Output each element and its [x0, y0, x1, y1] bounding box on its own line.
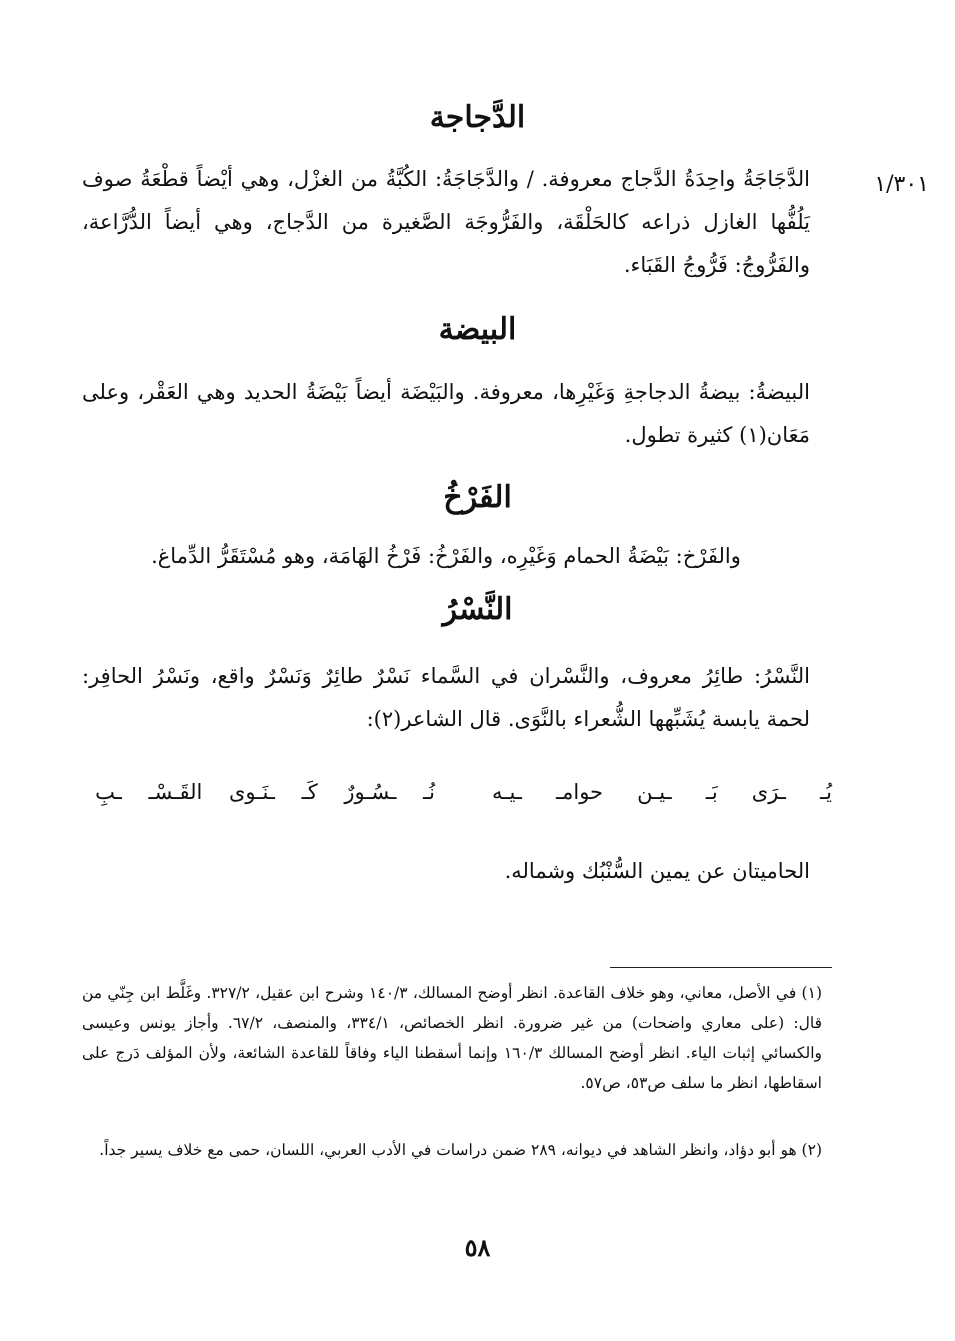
paragraph-dajaja: الدَّجَاجَةُ واحِدَةُ الدَّجاج معروفة. / والدَّجَاجَةُ: الكُبَّةُ من الغزْل، وهي أيْضاً قطْعَةُ صوف يَلُفُّها الغازل ذراعه كالحَلْقَة، والفَرُّوجَة الصَّغيرة من الدَّجاج، وهي أيضاً الدُّرَّاعة، والفَرُّوجُ: فَرُّوجُ القَبَاء.: [82, 167, 810, 277]
verse-segment: ـرَى: [751, 780, 786, 804]
paragraph-farkh: والفَرْخ: بَيْضَةُ الحمام وَغَيْرِه، والفَرْخُ: فَرْخُ الهَامَة، وهو مُسْتَقَرُّ الدِّماغ.: [151, 544, 741, 568]
verse-second-hemistich: [95, 780, 435, 804]
verse-segment: نُـ: [423, 780, 435, 804]
paragraph-nasr: النَّسْرُ: طائِرُ معروف، والنَّسْران في السَّماء نَسْرٌ طائِرٌ وَنَسْرٌ واقع، ونَسْرُ الحافِر: لحمة يابسة يُشَبِّهها الشُّعراء بالنَّوَى. قال الشاعر(٢):: [82, 664, 810, 731]
heading-farkh: الفَرْخُ: [443, 480, 512, 515]
verse-segment: حوامـ: [555, 780, 604, 804]
footnote-1: (١) في الأصل، معاني، وهو خلاف القاعدة. انظر أوضح المسالك، ١٤٠/٣ وشرح ابن عقيل، ٣٢٧/٢. وغَلَّط ابن جِنّي من قال: (على معاري واضحات) من غير ضرورة. انظر الخصائص، ٣٣٤/١، والمنصف، ٦٧/٢. وأجاز يونس وعيسى والكسائي إثبات الياء. انظر أوضح المسالك ١٦٠/٣ وإنما أسقطنا الياء وفاقاً للقاعدة الشائعة، ولأن المؤلف دَرج على اسقاطها، انظر ما سلف ص٥٣، ص٥٧.: [82, 984, 823, 1092]
after-verse-line: الحاميتان عن يمين السُّنْبُك وشماله.: [504, 859, 810, 883]
verse-segment: القَـسْـ: [148, 780, 203, 804]
margin-reference: ١/٣٠١: [874, 172, 929, 197]
verse-segment: ـيـن: [637, 780, 672, 804]
paragraph-bayda: البيضةُ: بيضةُ الدجاجةِ وَغَيْرِها، معروفة. والبَيْضَة أيضاً بَيْضَةُ الحديد وهي العَقْر، وعلى مَعَان(١) كثيرة تطول.: [82, 380, 810, 447]
verse-segment: بَـ: [705, 780, 718, 804]
footnote-divider: [610, 967, 832, 968]
heading-dajaja: الدَّجاجة: [429, 100, 526, 135]
footnote-2: (٢) هو أبو دؤاد، وانظر الشاهد في ديوانه، ٢٨٩ ضمن دراسات في الأدب العربي، اللسان، حمى مع خلاف يسير جداً.: [99, 1141, 822, 1159]
poetry-verse: [95, 780, 832, 820]
verse-segment: ـسُـورٌ: [344, 780, 397, 804]
verse-segment: ـنَـوى: [229, 780, 275, 804]
heading-bayda: البيضة: [438, 312, 517, 347]
verse-first-hemistich: [492, 780, 832, 804]
verse-segment: كَـ: [301, 780, 318, 804]
verse-segment: ـيـه: [492, 780, 522, 804]
verse-segment: ـبِ: [95, 780, 122, 804]
heading-nasr: النَّسْرُ: [442, 592, 513, 627]
page-number: ٥٨: [464, 1233, 491, 1262]
verse-segment: يُـ: [820, 780, 832, 804]
